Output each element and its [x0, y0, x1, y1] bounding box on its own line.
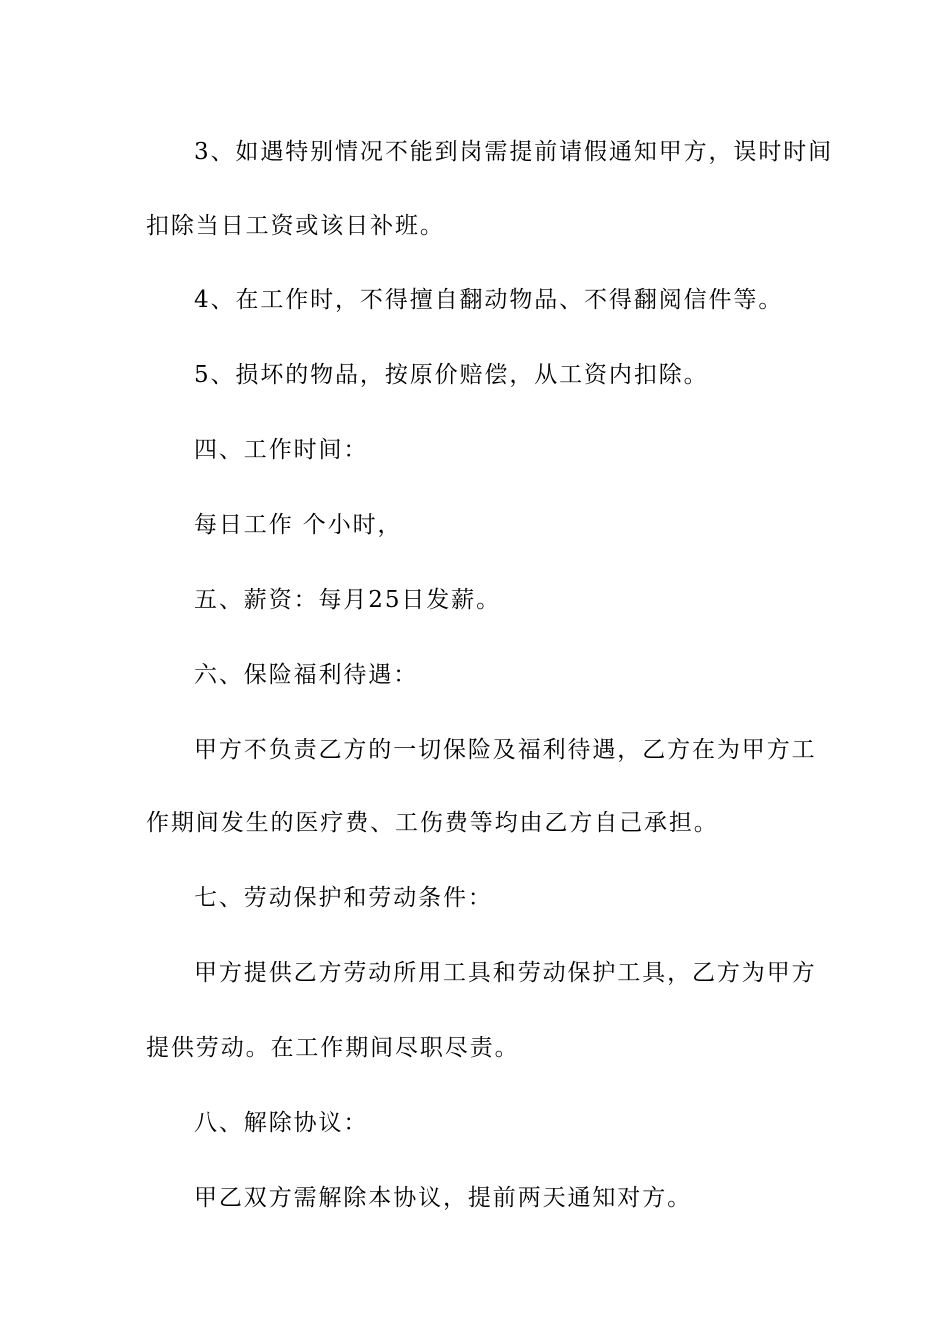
paragraph-line: 5、损坏的物品，按原价赔偿，从工资内扣除。	[194, 362, 709, 388]
paragraph-line: 每日工作 个小时，	[194, 512, 403, 538]
paragraph-line: 甲方不负责乙方的一切保险及福利待遇，乙方在为甲方工	[194, 737, 817, 763]
paragraph-line: 3、如遇特别情况不能到岗需提前请假通知甲方，误时时间	[194, 139, 834, 165]
paragraph-line: 作期间发生的医疗费、工伤费等均由乙方自己承担。	[146, 810, 719, 836]
paragraph-line: 4、在工作时，不得擅自翻动物品、不得翻阅信件等。	[194, 287, 784, 313]
section-heading: 六、保险福利待遇：	[194, 662, 419, 688]
paragraph-line: 甲乙双方需解除本协议，提前两天通知对方。	[194, 1185, 692, 1211]
paragraph-line: 扣除当日工资或该日补班。	[146, 213, 445, 239]
paragraph-line: 甲方提供乙方劳动所用工具和劳动保护工具，乙方为甲方	[194, 960, 817, 986]
paragraph-line: 提供劳动。在工作期间尽职尽责。	[146, 1035, 520, 1061]
section-heading: 五、薪资：每月25日发薪。	[194, 587, 501, 613]
section-heading: 七、劳动保护和劳动条件：	[194, 885, 493, 911]
section-heading: 八、解除协议：	[194, 1110, 369, 1136]
section-heading: 四、工作时间：	[194, 437, 369, 463]
